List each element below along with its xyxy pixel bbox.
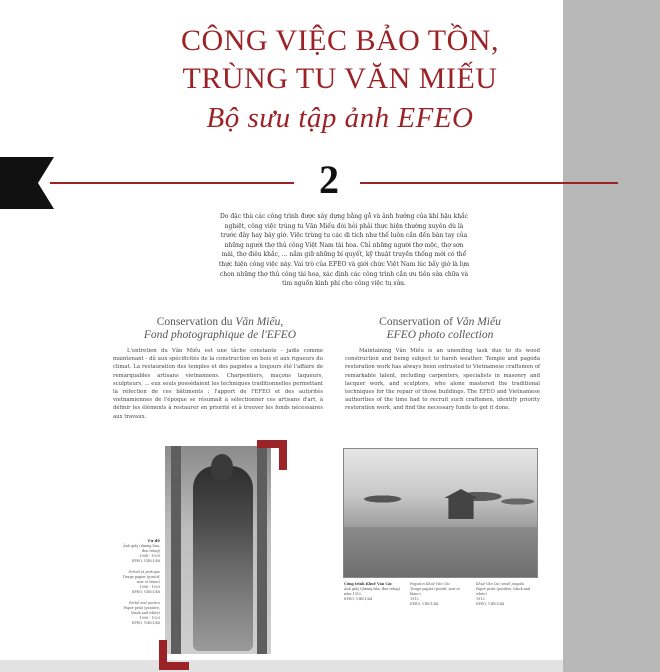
caption-title: Khuê Văn Các small pagoda: [476, 582, 525, 586]
caption-line: 1908 - 1929: [139, 616, 160, 620]
french-title-text: Conservation du: [156, 316, 236, 328]
portrait-photo: [165, 446, 271, 654]
caption-line: EFEO, VIE01/48: [131, 621, 160, 625]
photo-frame-corner-top-right: [257, 440, 287, 470]
page-side-strip: [563, 0, 660, 672]
caption-line: 1908 - 1929: [139, 585, 160, 589]
caption-line: 1912: [476, 597, 485, 601]
caption-title: Pagodon Khuê Văn Các: [410, 582, 451, 586]
section-divider-left: [50, 182, 294, 184]
caption-line: Ảnh giấy (dương bản, đen trắng): [344, 587, 401, 591]
section-number: 2: [319, 157, 339, 202]
french-title-italic: Văn Miếu: [235, 316, 281, 328]
caption-line: 1908 - 1929: [139, 554, 160, 558]
english-title-italic: Văn Miếu: [455, 316, 501, 328]
caption-line: Paper print (positive, black and white): [476, 587, 531, 596]
photo-figure-head: [211, 454, 233, 480]
french-column-title: [110, 316, 330, 342]
french-title-comma: ,: [280, 316, 284, 328]
english-title-subtitle: EFEO photo collection: [386, 329, 494, 341]
caption-line: Portail et portique: [128, 570, 160, 574]
french-column-body: L'entretien du Văn Miếu est une tâche constante - jadis comme maintenant - dû aux spécificités de la construction en bois et aux rigueurs du climat. La restauration des temples et des pagodes a toujours été l'affaire de remarquables artisans vietnamiens. Charpentiers, maçons laqueurs, sculpteurs, ... eux seuls possédaient les techniques traditionnelles permettant la réfection de ces bâtiments ; l'apport de l'EFEO et des autorités vietnamiennes de l'époque se résumait à sélectionner ces artisans d'art, à définir les éléments à restaurer en priorité et à trouver les fonds nécessaires aux travaux.: [113, 348, 323, 420]
pagoda-caption-french: [410, 582, 468, 607]
caption-line: EFEO, VIE01/44: [410, 602, 439, 606]
caption-line: EFEO, VIE01/44: [344, 597, 373, 601]
pagoda-caption-vietnamese: [344, 582, 402, 602]
photo-figure: [193, 466, 253, 651]
caption-line: Tirage papier (positif, noir et blanc): [410, 587, 460, 596]
caption-line: 1912: [410, 597, 419, 601]
caption-line: EFEO, VIE01/44: [476, 602, 505, 606]
intro-vietnamese: Do đặc thù các công trình được xây dựng bằng gỗ và ảnh hưởng của khí hậu khắc nghiệt, công việc trùng tu Văn Miếu đòi hỏi phải thực hiện thường xuyên dù là trước đây hay bây giờ. Việc trùng tu các di tích như thế luôn cần đến bàn tay của những người thợ thủ công Việt Nam tài hoa. Chỉ những người thợ mộc, thợ sơn mài, thợ điêu khắc, ... nắm giữ những bí quyết, kỹ thuật truyền thống mới có thể thực hiện công việc này. Vai trò của EFEO và giới chức Việt Nam lúc bấy giờ là lựa chọn những thợ thủ công tài hoa, xác định các công trình cần ưu tiên sửa chữa và tìm nguồn kinh phí cho công việc tu sửa.: [218, 213, 470, 288]
caption-title: Công trình Khuê Văn Các: [344, 582, 393, 586]
photo-pillar: [257, 446, 267, 654]
caption-line: Ảnh giấy (dương bản, đen trắng): [123, 544, 160, 553]
heading-line-2: TRÙNG TU VĂN MIẾU: [182, 62, 498, 95]
caption-line: Portal and portico: [128, 601, 160, 605]
photo-trees: [344, 469, 537, 519]
english-column-title: [340, 316, 540, 342]
photo-pillar: [171, 446, 181, 654]
english-title-text: Conservation of: [379, 316, 456, 328]
pagoda-caption-english: [476, 582, 534, 607]
section-divider-right: [360, 182, 618, 184]
caption-line: năm 1912: [344, 592, 362, 596]
heading-subtitle: Bộ sưu tập ảnh EFEO: [206, 102, 474, 134]
section-flag-icon: [0, 157, 54, 209]
caption-line: EFEO, VIE01/48: [131, 590, 160, 594]
pagoda-photo: [343, 448, 538, 578]
portrait-caption: [118, 538, 160, 626]
photo-pond: [344, 527, 537, 577]
page-bottom-strip: [0, 660, 563, 672]
caption-line: EFEO, VIE01/48: [131, 559, 160, 563]
english-column-body: Maintaining Văn Miếu is an unending task due to its wood construction and being subject to harsh weather. Temple and pagoda restoration work has always been entrusted to Vietnamese craftsmen of remarkable talent, including carpenters, specialists in masonry and lacquer work, and sculptors, who alone mastered the traditional techniques for the repair of those buildings. The EFEO and Vietnamese authorities of the time had to recruit such craftsmen, identify priority restoration work, and find the necessary funds to get it done.: [345, 348, 540, 412]
caption-line: Paper print (positive, black and white): [123, 606, 160, 615]
caption-line: Tirage papier (positif, noir et blanc): [122, 575, 160, 584]
photo-frame-corner-bottom-left: [159, 640, 189, 670]
french-title-subtitle: Fond photographique de l'EFEO: [143, 329, 297, 341]
heading-line-1: CÔNG VIỆC BẢO TỒN,: [181, 24, 499, 57]
caption-title: Tư đế: [147, 538, 160, 543]
